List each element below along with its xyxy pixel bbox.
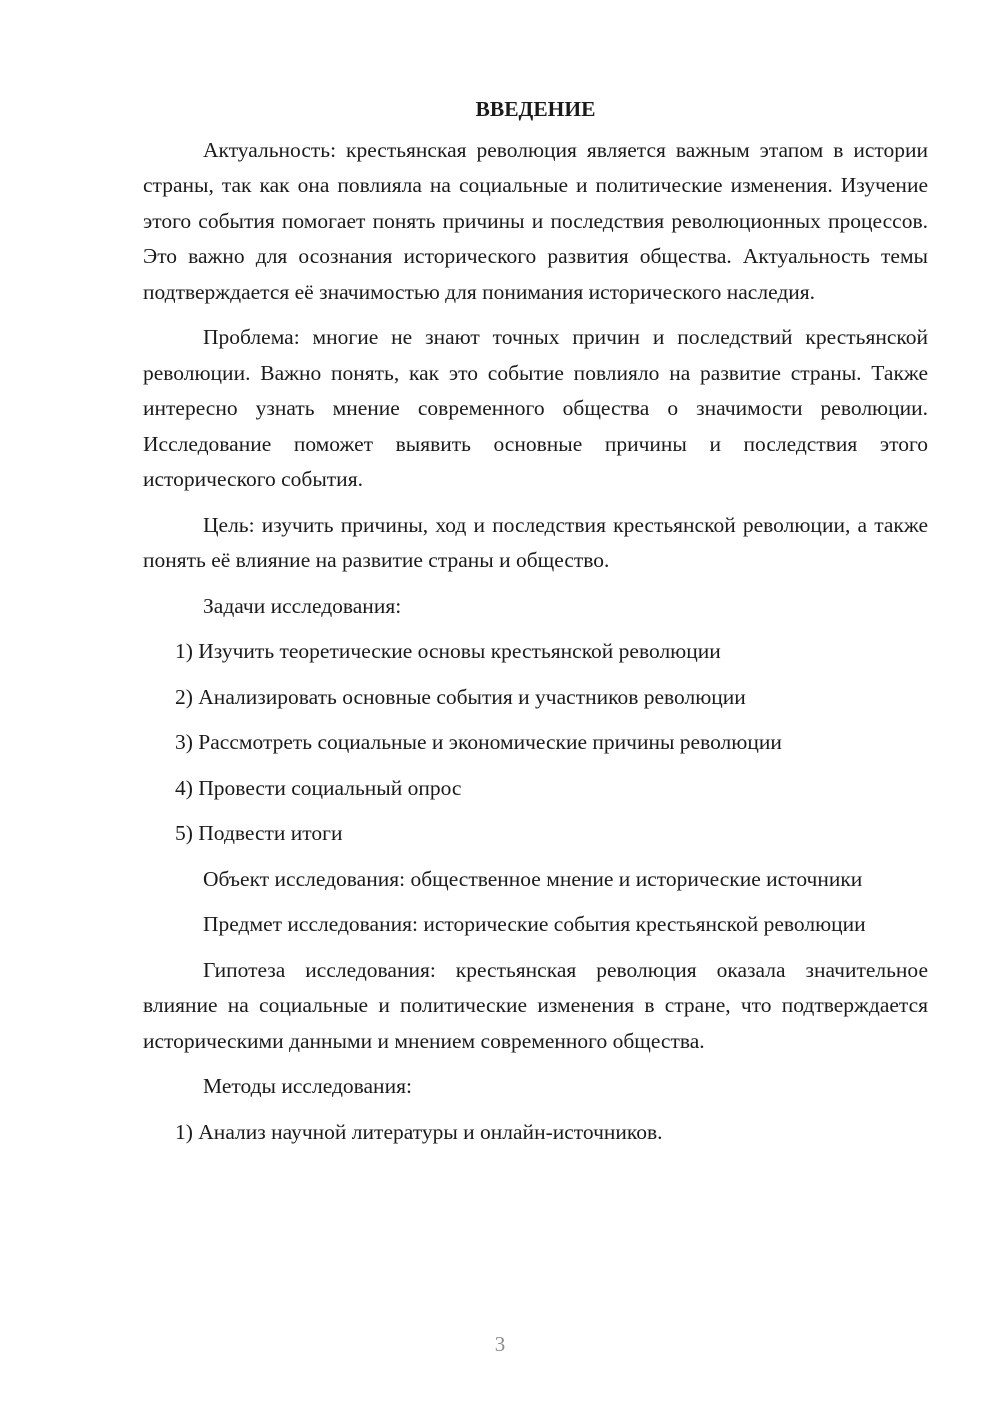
page-number: 3 <box>494 1332 506 1356</box>
task-item: 4) Провести социальный опрос <box>175 775 462 800</box>
task-item: 3) Рассмотреть социальные и экономические причины революции <box>175 730 782 754</box>
problem-paragraph: Проблема: многие не знают точных причин и последствий крестьянской революции. Важно понять, как это событие повлияло на развитие страны. Также интересно узнать мнение современного общества о значимости революции. Исследование поможет выявить основные причины и последствия этого исторического события. <box>143 325 928 491</box>
task-item: 2) Анализировать основные события и участников революции <box>175 684 746 709</box>
tasks-title: Задачи исследования: <box>203 593 402 618</box>
hypothesis-paragraph: Гипотеза исследования: крестьянская революция оказала значительное влияние на социальные и политические изменения в стране, что подтверждается историческими данными и мнением современного общества. <box>143 957 928 1053</box>
method-item: 1) Анализ научной литературы и онлайн-источников. <box>175 1119 663 1144</box>
task-item: 1) Изучить теоретические основы крестьянской революции <box>175 639 721 663</box>
page-content <box>143 92 928 1160</box>
subject-paragraph: Предмет исследования: исторические события крестьянской революции <box>203 912 866 936</box>
goal-paragraph: Цель: изучить причины, ход и последствия крестьянской революции, а также понять её влияние на развитие страны и общество. <box>143 512 928 572</box>
relevance-paragraph: Актуальность: крестьянская революция является важным этапом в истории страны, так как она повлияла на социальные и политические изменения. Изучение этого события помогает понять причины и последствия революционных процессов. Это важно для осознания исторического развития общества. Актуальность темы подтверждается её значимостью для понимания исторического наследия. <box>143 137 928 304</box>
section-heading: ВВЕДЕНИЕ <box>475 97 596 121</box>
methods-title: Методы исследования: <box>203 1074 412 1098</box>
task-item: 5) Подвести итоги <box>175 821 343 845</box>
object-paragraph: Объект исследования: общественное мнение и исторические источники <box>203 866 863 891</box>
